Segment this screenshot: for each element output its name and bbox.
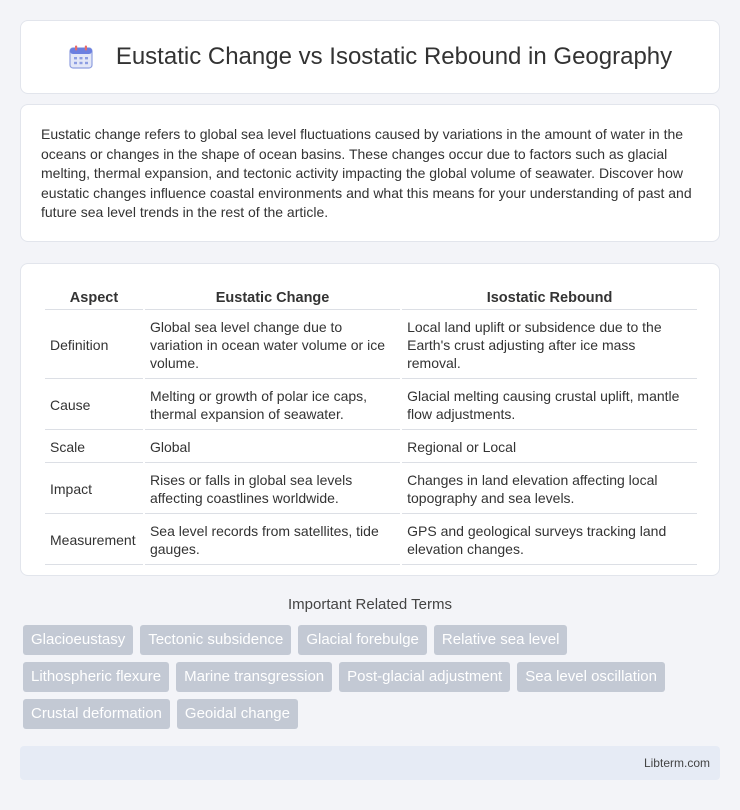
table-header-row [45,286,697,310]
table-cell: Cause [45,381,143,430]
related-term-tag[interactable]: Sea level oscillation [517,662,665,692]
page-title: Eustatic Change vs Isostatic Rebound in Geography [115,43,673,70]
related-term-tag[interactable]: Crustal deformation [23,699,170,729]
footer-site-link[interactable]: Libterm.com [643,756,710,770]
table-row [45,465,697,514]
table-cell: Global sea level change due to variation in ocean water volume or ice volume. [145,312,400,379]
table-cell: Glacial melting causing crustal uplift, mantle flow adjustments. [402,381,697,430]
footer [20,746,720,780]
related-term-tag[interactable]: Post-glacial adjustment [339,662,510,692]
table-cell: Rises or falls in global sea levels affecting coastlines worldwide. [145,465,400,514]
table-cell: Sea level records from satellites, tide gauges. [145,516,400,565]
intro-card [20,104,720,242]
calendar-icon [68,44,94,70]
table-row [45,381,697,430]
intro-text: Eustatic change refers to global sea level fluctuations caused by variations in the amount of water in the oceans or changes in the shape of ocean basins. These changes occur due to factors such as glacial melting, thermal expansion, and tectonic activity impacting the global volume of seawater. Discover how eustatic changes influence coastal environments and what this means for your understanding of past and future sea level trends in the rest of the article. [41,126,692,220]
header-card [20,20,720,94]
table-cell: Measurement [45,516,143,565]
header [68,43,672,71]
table-row [45,312,697,379]
column-header: Eustatic Change [145,286,400,310]
related-term-tag[interactable]: Marine transgression [176,662,332,692]
comparison-card [20,263,720,576]
table-cell: Global [145,432,400,463]
comparison-table [43,284,699,567]
table-cell: Definition [45,312,143,379]
table-cell: Impact [45,465,143,514]
table-row [45,516,697,565]
related-terms-section [20,596,720,729]
table-cell: Changes in land elevation affecting local topography and sea levels. [402,465,697,514]
related-terms-list [20,625,720,729]
table-cell: Melting or growth of polar ice caps, thermal expansion of seawater. [145,381,400,430]
related-terms-title: Important Related Terms [288,596,452,613]
related-term-tag[interactable]: Tectonic subsidence [140,625,291,655]
column-header: Isostatic Rebound [402,286,697,310]
table-cell: Local land uplift or subsidence due to the Earth's crust adjusting after ice mass removal. [402,312,697,379]
related-term-tag[interactable]: Relative sea level [434,625,568,655]
related-term-tag[interactable]: Geoidal change [177,699,298,729]
related-term-tag[interactable]: Glacial forebulge [298,625,427,655]
column-header: Aspect [45,286,143,310]
table-cell: Scale [45,432,143,463]
table-row [45,432,697,463]
table-cell: Regional or Local [402,432,697,463]
table-cell: GPS and geological surveys tracking land elevation changes. [402,516,697,565]
related-term-tag[interactable]: Glacioeustasy [23,625,133,655]
related-term-tag[interactable]: Lithospheric flexure [23,662,169,692]
